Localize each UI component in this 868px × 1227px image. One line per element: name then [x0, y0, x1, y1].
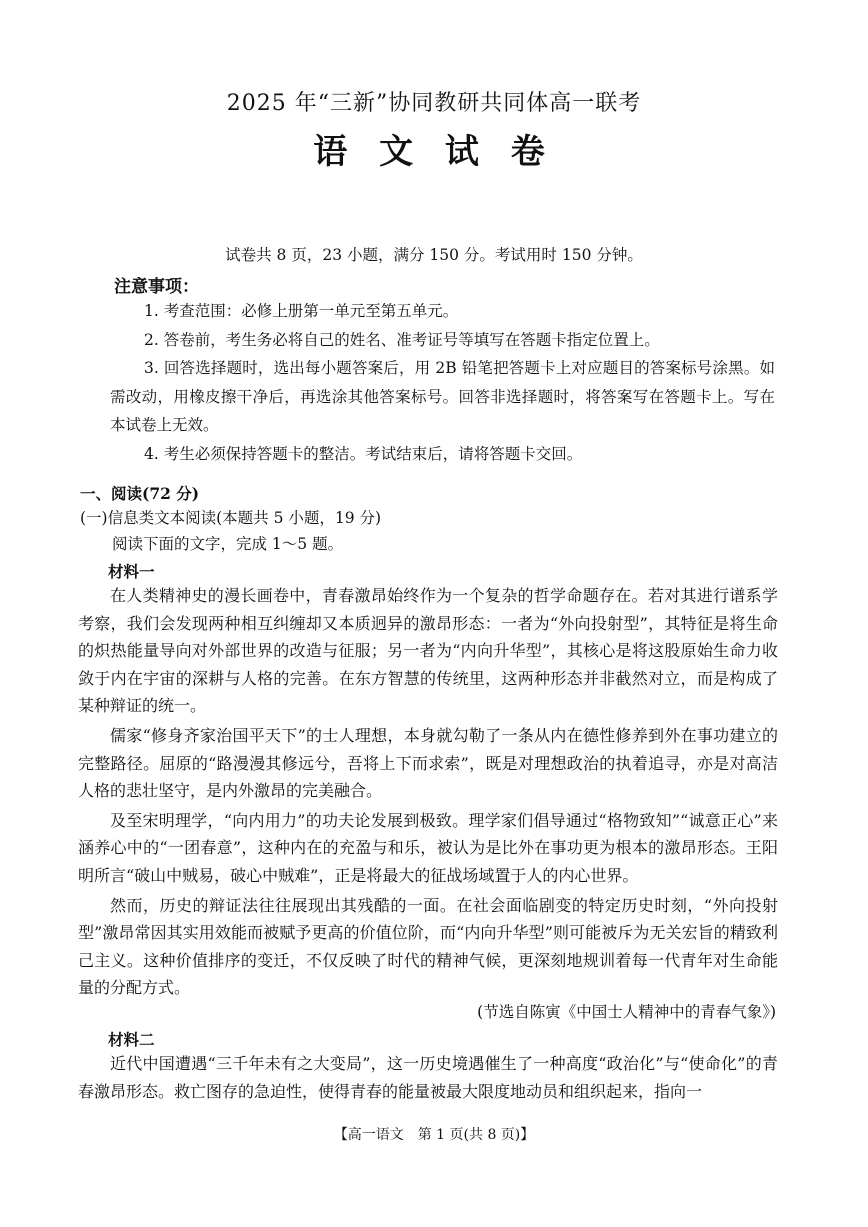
notice-item: 4. 考生必须保持答题卡的整洁。考试结束后，请将答题卡交回。	[144, 444, 583, 463]
notice-item: 3. 回答选择题时，选出每小题答案后，用 2B 铅笔把答题卡上对应题目的答案标号涂黑。如需改动，用橡皮擦干净后，再选涂其他答案标号。回答非选择题时，将答案写在答题卡上。写在本试卷上无效。	[110, 359, 775, 434]
material-1-label: 材料一	[108, 562, 155, 581]
paragraph: 儒家“修身齐家治国平天下”的士人理想，本身就勾勒了一条从内在德性修养到外在事功建立的完整路径。屈原的“路漫漫其修远兮，吾将上下而求索”，既是对理想政治的执着追寻，亦是对高洁人格的悲壮坚守，是内外激昂的完美融合。	[78, 725, 778, 801]
material-2-label: 材料二	[108, 1030, 155, 1049]
exam-info: 试卷共 8 页，23 小题，满分 150 分。考试用时 150 分钟。	[225, 246, 643, 264]
notice-item: 2. 答卷前，考生务必将自己的姓名、准考证号等填写在答题卡指定位置上。	[144, 330, 660, 349]
subject-title: 语 文 试 卷	[313, 132, 555, 172]
section-heading: 一、阅读(72 分)	[80, 484, 200, 503]
material-1-text	[78, 582, 778, 1004]
notice-heading: 注意事项：	[114, 277, 199, 297]
subsection-heading: (一)信息类文本阅读(本题共 5 小题，19 分)	[80, 509, 382, 527]
notice-item: 1. 考查范围：必修上册第一单元至第五单元。	[144, 302, 459, 320]
paragraph: 然而，历史的辩证法往往展现出其残酷的一面。在社会面临剧变的特定历史时刻，“外向投射型”激昂常因其实用效能而被赋予更高的价值位阶，而“内向升华型”则可能被斥为无关宏旨的精致利己主义。这种价值排序的变迁，不仅反映了时代的精神气候，更深刻地规训着每一代青年对生命能量的分配方式。	[78, 895, 778, 998]
paragraph: 近代中国遭遇“三千年未有之大变局”，这一历史境遇催生了一种高度“政治化”与“使命化”的青春激昂形态。救亡图存的急迫性，使得青春的能量被最大限度地动员和组织起来，指向一	[78, 1054, 778, 1101]
reading-instruction: 阅读下面的文字，完成 1～5 题。	[112, 535, 344, 553]
page-footer: 【高一语文 第 1 页(共 8 页)】	[333, 1127, 535, 1143]
exam-title: 2025 年“三新”协同教研共同体高一联考	[226, 91, 642, 116]
notice-list	[110, 297, 775, 468]
material-1-source: (节选自陈寅《中国士人精神中的青春气象》)	[477, 1003, 776, 1021]
material-2-text	[78, 1050, 778, 1105]
paragraph: 在人类精神史的漫长画卷中，青春激昂始终作为一个复杂的哲学命题存在。若对其进行谱系学考察，我们会发现两种相互纠缠却又本质迥异的激昂形态：一者为“外向投射型”，其特征是将生命的炽热能量导向对外部世界的改造与征服；另一者为“内向升华型”，其核心是将这股原始生命力收敛于内在宇宙的深耕与人格的完善。在东方智慧的传统里，这两种形态并非截然对立，而是构成了某种辩证的统一。	[78, 586, 778, 716]
paragraph: 及至宋明理学，“向内用力”的功夫论发展到极致。理学家们倡导通过“格物致知”“诚意正心”来涵养心中的“一团春意”，这种内在的充盈与和乐，被认为是比外在事功更为根本的激昂形态。王阳明所言“破山中贼易，破心中贼难”，正是将最大的征战场域置于人的内心世界。	[78, 810, 778, 885]
